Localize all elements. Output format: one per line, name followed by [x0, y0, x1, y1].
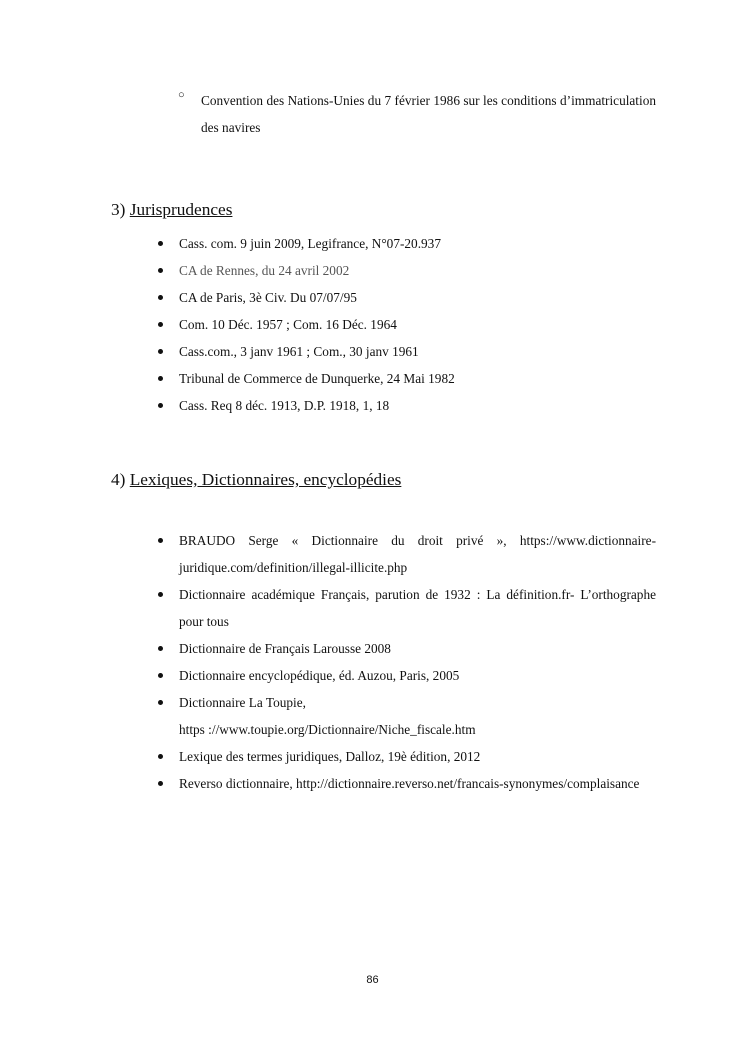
list-item: CA de Rennes, du 24 avril 2002 [0, 257, 656, 284]
list-item-line: Dictionnaire La Toupie, [179, 695, 306, 710]
dictionaries-list [0, 527, 656, 797]
list-item: CA de Paris, 3è Civ. Du 07/07/95 [0, 284, 656, 311]
jurisprudences-list [0, 230, 656, 419]
list-item: Com. 10 Déc. 1957 ; Com. 16 Déc. 1964 [0, 311, 656, 338]
list-item [0, 689, 656, 743]
circle-bullet-icon: ○ [178, 89, 185, 101]
list-item: Reverso dictionnaire, http://dictionnaire.reverso.net/francais-synonymes/complaisance [0, 770, 656, 797]
list-item: Cass. Req 8 déc. 1913, D.P. 1918, 1, 18 [0, 392, 656, 419]
list-item: Dictionnaire académique Français, parution de 1932 : La définition.fr- L’orthographe pour tous [0, 581, 656, 635]
list-item: Lexique des termes juridiques, Dalloz, 19è édition, 2012 [0, 743, 656, 770]
section-title: Jurisprudences [129, 200, 233, 219]
list-item: Tribunal de Commerce de Dunquerke, 24 Mai 1982 [0, 365, 656, 392]
section-title: Lexiques, Dictionnaires, encyclopédies [129, 470, 402, 489]
list-item: Cass. com. 9 juin 2009, Legifrance, N°07-20.937 [0, 230, 656, 257]
section-heading-jurisprudences [111, 200, 232, 220]
list-item: Dictionnaire encyclopédique, éd. Auzou, Paris, 2005 [0, 662, 656, 689]
list-item: BRAUDO Serge « Dictionnaire du droit privé », https://www.dictionnaire-juridique.com/definition/illegal-illicite.php [0, 527, 656, 581]
list-item: Dictionnaire de Français Larousse 2008 [0, 635, 656, 662]
page-number: 86 [366, 974, 379, 986]
section-number: 4) [111, 470, 126, 489]
list-item-line: https ://www.toupie.org/Dictionnaire/Niche_fiscale.htm [179, 722, 476, 737]
section-number: 3) [111, 200, 126, 219]
section-heading-lexiques [111, 470, 401, 490]
convention-item: Convention des Nations-Unies du 7 février 1986 sur les conditions d’immatriculation des navires [201, 93, 656, 135]
list-item: Cass.com., 3 janv 1961 ; Com., 30 janv 1961 [0, 338, 656, 365]
